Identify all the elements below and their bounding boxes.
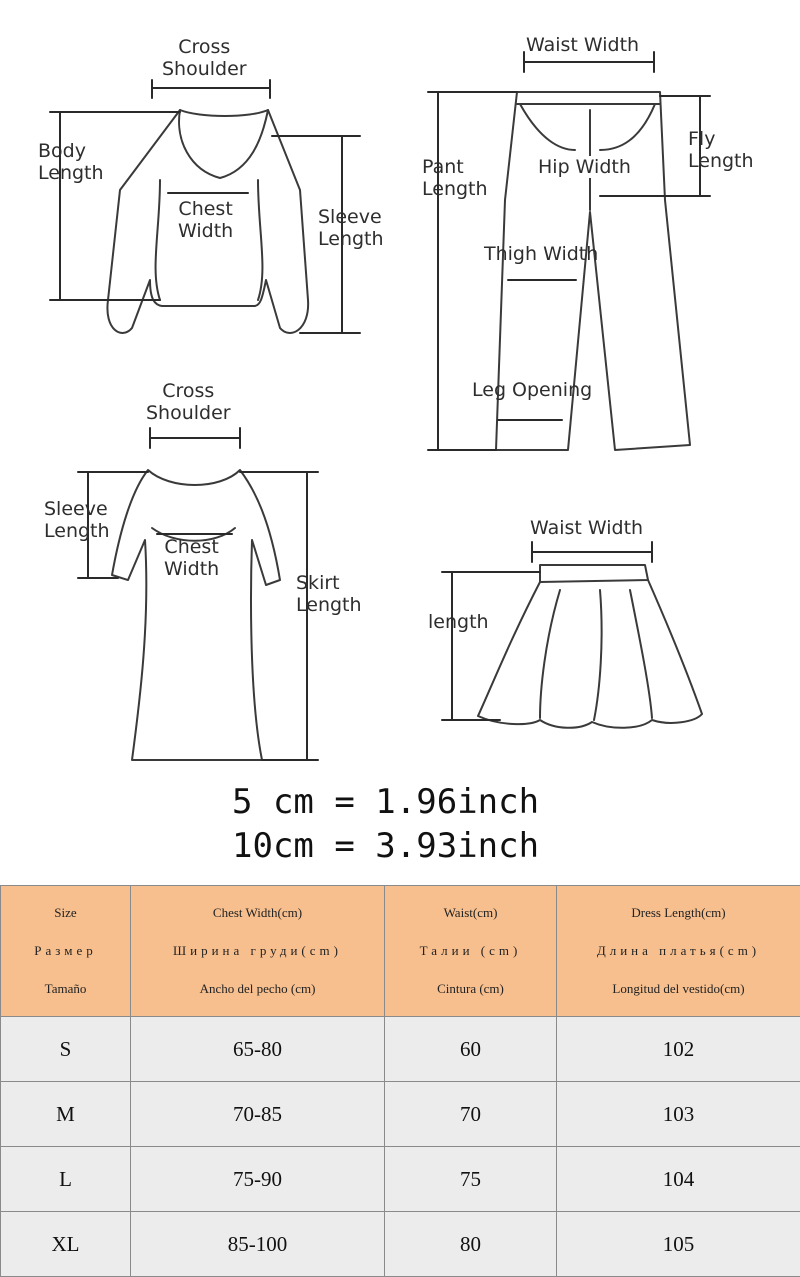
table-row: [1, 1082, 800, 1147]
table-row: [1, 1017, 800, 1082]
dress-length-cell: 104: [557, 1147, 800, 1212]
body-length-label: Body Length: [38, 140, 104, 184]
conversion-line-1: 5 cm = 1.96inch: [232, 782, 540, 822]
skirt-length-label: Skirt Length: [296, 572, 362, 616]
chest-width-label-dress: Chest Width: [164, 536, 220, 580]
cross-shoulder-label-top: Cross Shoulder: [162, 36, 247, 80]
size-cell: XL: [1, 1212, 131, 1277]
header-waist: Waist(cm) Талии (cm) Cintura (cm): [385, 886, 557, 1017]
size-cell: M: [1, 1082, 131, 1147]
waist-cell: 75: [385, 1147, 557, 1212]
hip-width-label: Hip Width: [538, 156, 631, 178]
waist-width-label-pants: Waist Width: [526, 34, 640, 56]
leg-opening-label: Leg Opening: [472, 379, 593, 401]
size-cell: L: [1, 1147, 131, 1212]
header-chest-width: Chest Width(cm) Ширина груди(cm) Ancho del pecho (cm): [131, 886, 385, 1017]
fly-length-label: Fly Length: [688, 128, 754, 172]
length-label: length: [428, 611, 489, 633]
thigh-width-label: Thigh Width: [484, 243, 599, 265]
header-dress-length: Dress Length(cm) Длина платья(cm) Longitud del vestido(cm): [557, 886, 800, 1017]
skirt-drawing: [478, 565, 702, 728]
header-size: Size Размер Tamaño: [1, 886, 131, 1017]
waist-cell: 70: [385, 1082, 557, 1147]
chest-width-cell: 75-90: [131, 1147, 385, 1212]
size-table-header-row: [1, 886, 800, 1017]
chest-width-cell: 65-80: [131, 1017, 385, 1082]
sleeve-length-label-dress: Sleeve Length: [44, 498, 110, 542]
waist-width-label-skirt: Waist Width: [530, 517, 644, 539]
chest-width-label-top: Chest Width: [178, 198, 234, 242]
table-row: [1, 1212, 800, 1277]
size-cell: S: [1, 1017, 131, 1082]
sleeve-length-label-top: Sleeve Length: [318, 206, 384, 250]
size-table: [0, 885, 800, 1277]
dress-drawing: [112, 470, 280, 760]
chest-width-cell: 70-85: [131, 1082, 385, 1147]
waist-cell: 80: [385, 1212, 557, 1277]
dress-length-cell: 103: [557, 1082, 800, 1147]
dress-length-cell: 105: [557, 1212, 800, 1277]
conversion-line-2: 10cm = 3.93inch: [232, 826, 540, 866]
dress-length-cell: 102: [557, 1017, 800, 1082]
chest-width-cell: 85-100: [131, 1212, 385, 1277]
table-row: [1, 1147, 800, 1212]
cross-shoulder-label-dress: Cross Shoulder: [146, 380, 231, 424]
waist-cell: 60: [385, 1017, 557, 1082]
pant-length-label: Pant Length: [422, 156, 488, 200]
